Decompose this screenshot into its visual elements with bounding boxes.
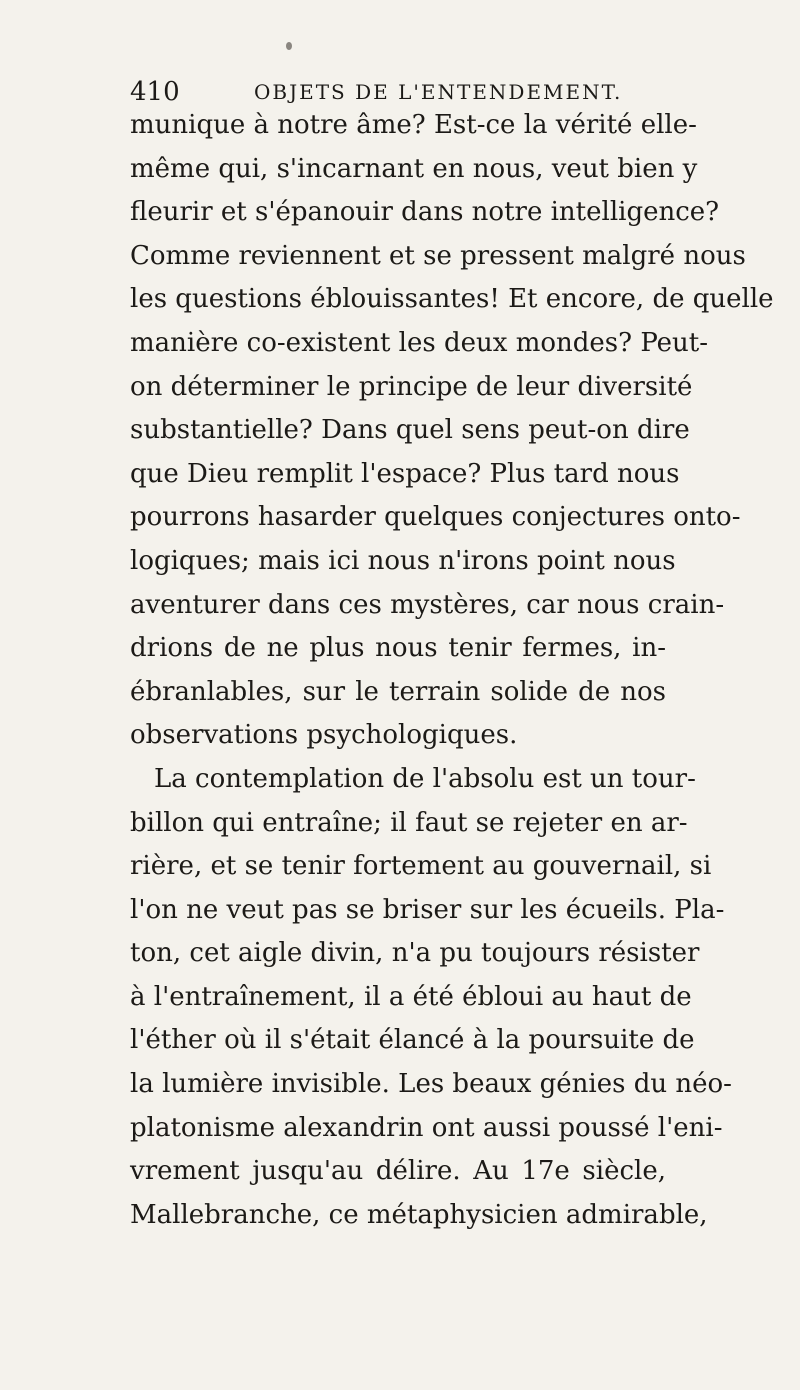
text-line: rière, et se tenir fortement au gouvernail, si	[130, 851, 712, 882]
text-line: drions de ne plus nous tenir fermes, in-	[130, 633, 666, 664]
text-line: les questions éblouissantes! Et encore, de quelle	[130, 284, 774, 315]
text-line: pourrons hasarder quelques conjectures onto-	[130, 502, 741, 533]
text-line: aventurer dans ces mystères, car nous crain-	[130, 589, 725, 620]
text-line: on déterminer le principe de leur diversité	[130, 371, 693, 402]
text-line: ton, cet aigle divin, n'a pu toujours résister	[130, 938, 700, 969]
text-line: que Dieu remplit l'espace? Plus tard nous	[130, 458, 680, 489]
text-line: fleurir et s'épanouir dans notre intelligence?	[130, 197, 720, 228]
text-line: vrement jusqu'au délire. Au 17e siècle,	[130, 1156, 666, 1187]
text-line: Mallebranche, ce métaphysicien admirable,	[130, 1199, 708, 1230]
page-number: 410	[130, 77, 180, 107]
text-line: substantielle? Dans quel sens peut-on dire	[130, 415, 690, 446]
body-text	[130, 104, 774, 1237]
text-line: logiques; mais ici nous n'irons point nous	[130, 545, 676, 576]
text-line: manière co-existent les deux mondes? Peut-	[130, 327, 709, 358]
text-line: platonisme alexandrin ont aussi poussé l'eni-	[130, 1112, 723, 1143]
text-line: ébranlables, sur le terrain solide de nos	[130, 676, 666, 707]
ink-speck	[286, 42, 292, 50]
paragraph-end-line: observations psychologiques.	[130, 720, 518, 751]
running-title: OBJETS DE L'ENTENDEMENT.	[254, 80, 623, 104]
text-line: à l'entraînement, il a été ébloui au haut de	[130, 981, 692, 1012]
text-line: la lumière invisible. Les beaux génies du néo-	[130, 1069, 732, 1100]
text-line: l'éther où il s'était élancé à la poursuite de	[130, 1025, 695, 1056]
text-line: billon qui entraîne; il faut se rejeter en ar-	[130, 807, 688, 838]
paragraph-start-line: La contemplation de l'absolu est un tour-	[154, 763, 696, 794]
text-line: Comme reviennent et se pressent malgré nous	[130, 240, 746, 271]
text-line: munique à notre âme? Est-ce la vérité elle-	[130, 110, 697, 140]
text-line: même qui, s'incarnant en nous, veut bien y	[130, 153, 698, 184]
text-line: l'on ne veut pas se briser sur les écueils. Pla-	[130, 894, 725, 925]
